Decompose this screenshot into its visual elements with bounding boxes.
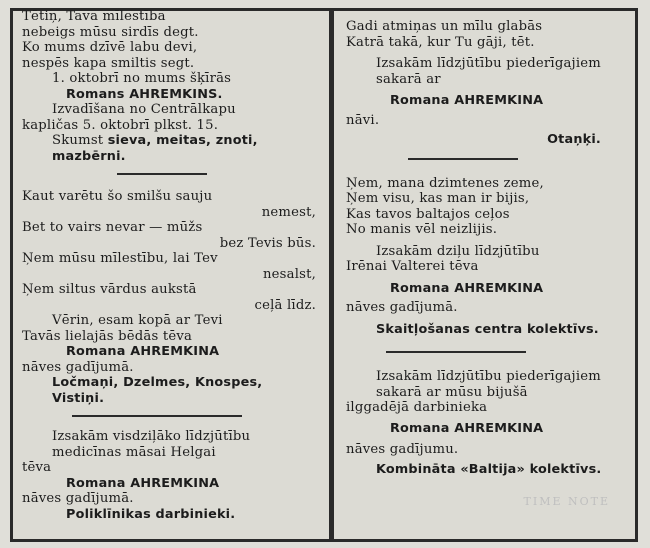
separator-rule [72,415,242,417]
signers: Kombināta «Baltija» kolektīvs. [376,461,602,477]
notice-text: Izsakām līdzjūtību piederīgajiem sakarā ar mūsu bijušā [376,369,601,400]
left-column [22,8,322,522]
obituary-notice [22,8,322,164]
deceased-name: Romana AHREMKINA [390,93,544,108]
poem-line: Kaut varētu šo smilšu sauju [22,189,213,204]
poem-line: No manis vēl neizlijis. [346,222,498,237]
poem-line: Ņem siltus vārdus aukstā [22,282,197,297]
condolence-notice [346,8,631,148]
notice-text: nāves gadījumā. [22,491,134,506]
mourners: sieva, meitas, znoti, mazbērni. [52,133,258,164]
condolence-notice [22,189,322,406]
poem-line: Ko mums dzīvē labu devi, [22,40,198,55]
signers: Poliklīnikas darbinieki. [66,506,236,522]
poem-line: Bet to vairs nevar — mūžs [22,220,203,235]
deceased-name: Romana AHREMKINA [390,420,544,436]
separator-rule [117,173,207,175]
notice-text: Izsakām visdziļāko līdzjūtību medicīnas māsai Helgai [52,429,251,460]
notice-text: Irēnai Valterei tēva [346,259,479,274]
signers: Ločmaņi, Dzelmes, Knospes, Vistiņi. [52,375,263,406]
poem-line: bez Tevis būs. [219,235,316,251]
poem-line: Ņem, mana dzimtenes zeme, [346,175,544,191]
deceased-name: Romana AHREMKINA [66,475,220,491]
separator-rule [386,351,526,353]
condolence-notice [22,429,322,522]
poem-line: nespēs kapa smiltis segt. [22,55,195,71]
notice-text: nāves gadījumā. [22,359,134,375]
notice-text: nāvi. [346,112,380,128]
poem-line: Kas tavos baltajos ceļos [346,206,510,222]
notice-text: Izsakām līdzjūtību piederīgajiem sakarā ar [376,56,601,87]
condolence-notice [346,176,631,338]
poem-line: nemest, [261,204,316,220]
poem-line: Katrā takā, kur Tu gāji, tēt. [346,34,535,50]
watermark: TIME NOTE [523,495,610,508]
poem-line: nebeigs mūsu sirdīs degt. [22,24,199,40]
poem-line: nesalst, [262,266,316,282]
mourners-line: Skumst sieva, meitas, znoti, mazbērni. [52,133,258,164]
poem-line: Ņem mūsu mīlestību, lai Tev [22,251,218,266]
deceased-name: Romana AHREMKINA [390,280,544,296]
poem-line: Ņem visu, kas man ir bijis, [346,191,530,206]
signers: Otaņķi. [547,132,601,147]
signers: Skaitļošanas centra kolektīvs. [376,321,599,337]
notice-text: 1. oktobrī no mums šķīrās [52,71,232,86]
notice-text: Tavās lielajās bēdās tēva [22,328,193,344]
deceased-name: Romana AHREMKINA [66,344,220,359]
separator-rule [408,158,518,160]
notice-text: nāves gadījumā. [346,300,458,315]
column-divider [329,8,334,542]
poem-line: Gadi atmiņas un mīlu glabās [346,19,543,34]
notice-text: Izsakām dziļu līdzjūtību [376,243,540,259]
notice-text: kapličas 5. oktobrī plkst. 15. [22,117,219,133]
condolence-notice [346,369,631,477]
notice-text: nāves gadījumu. [346,442,459,457]
deceased-name: Romans AHREMKINS. [66,86,223,102]
notice-text: tēva [22,460,52,475]
notice-text: Izvadīšana no Centrālkapu [52,102,236,117]
notice-text: ilggadējā darbinieka [346,400,488,415]
right-column [346,8,631,477]
poem-line: Tētiņ, Tava mīlestība [22,9,166,24]
poem-line: ceļā līdz. [254,297,316,313]
notice-text: Vērin, esam kopā ar Tevi [52,313,223,328]
